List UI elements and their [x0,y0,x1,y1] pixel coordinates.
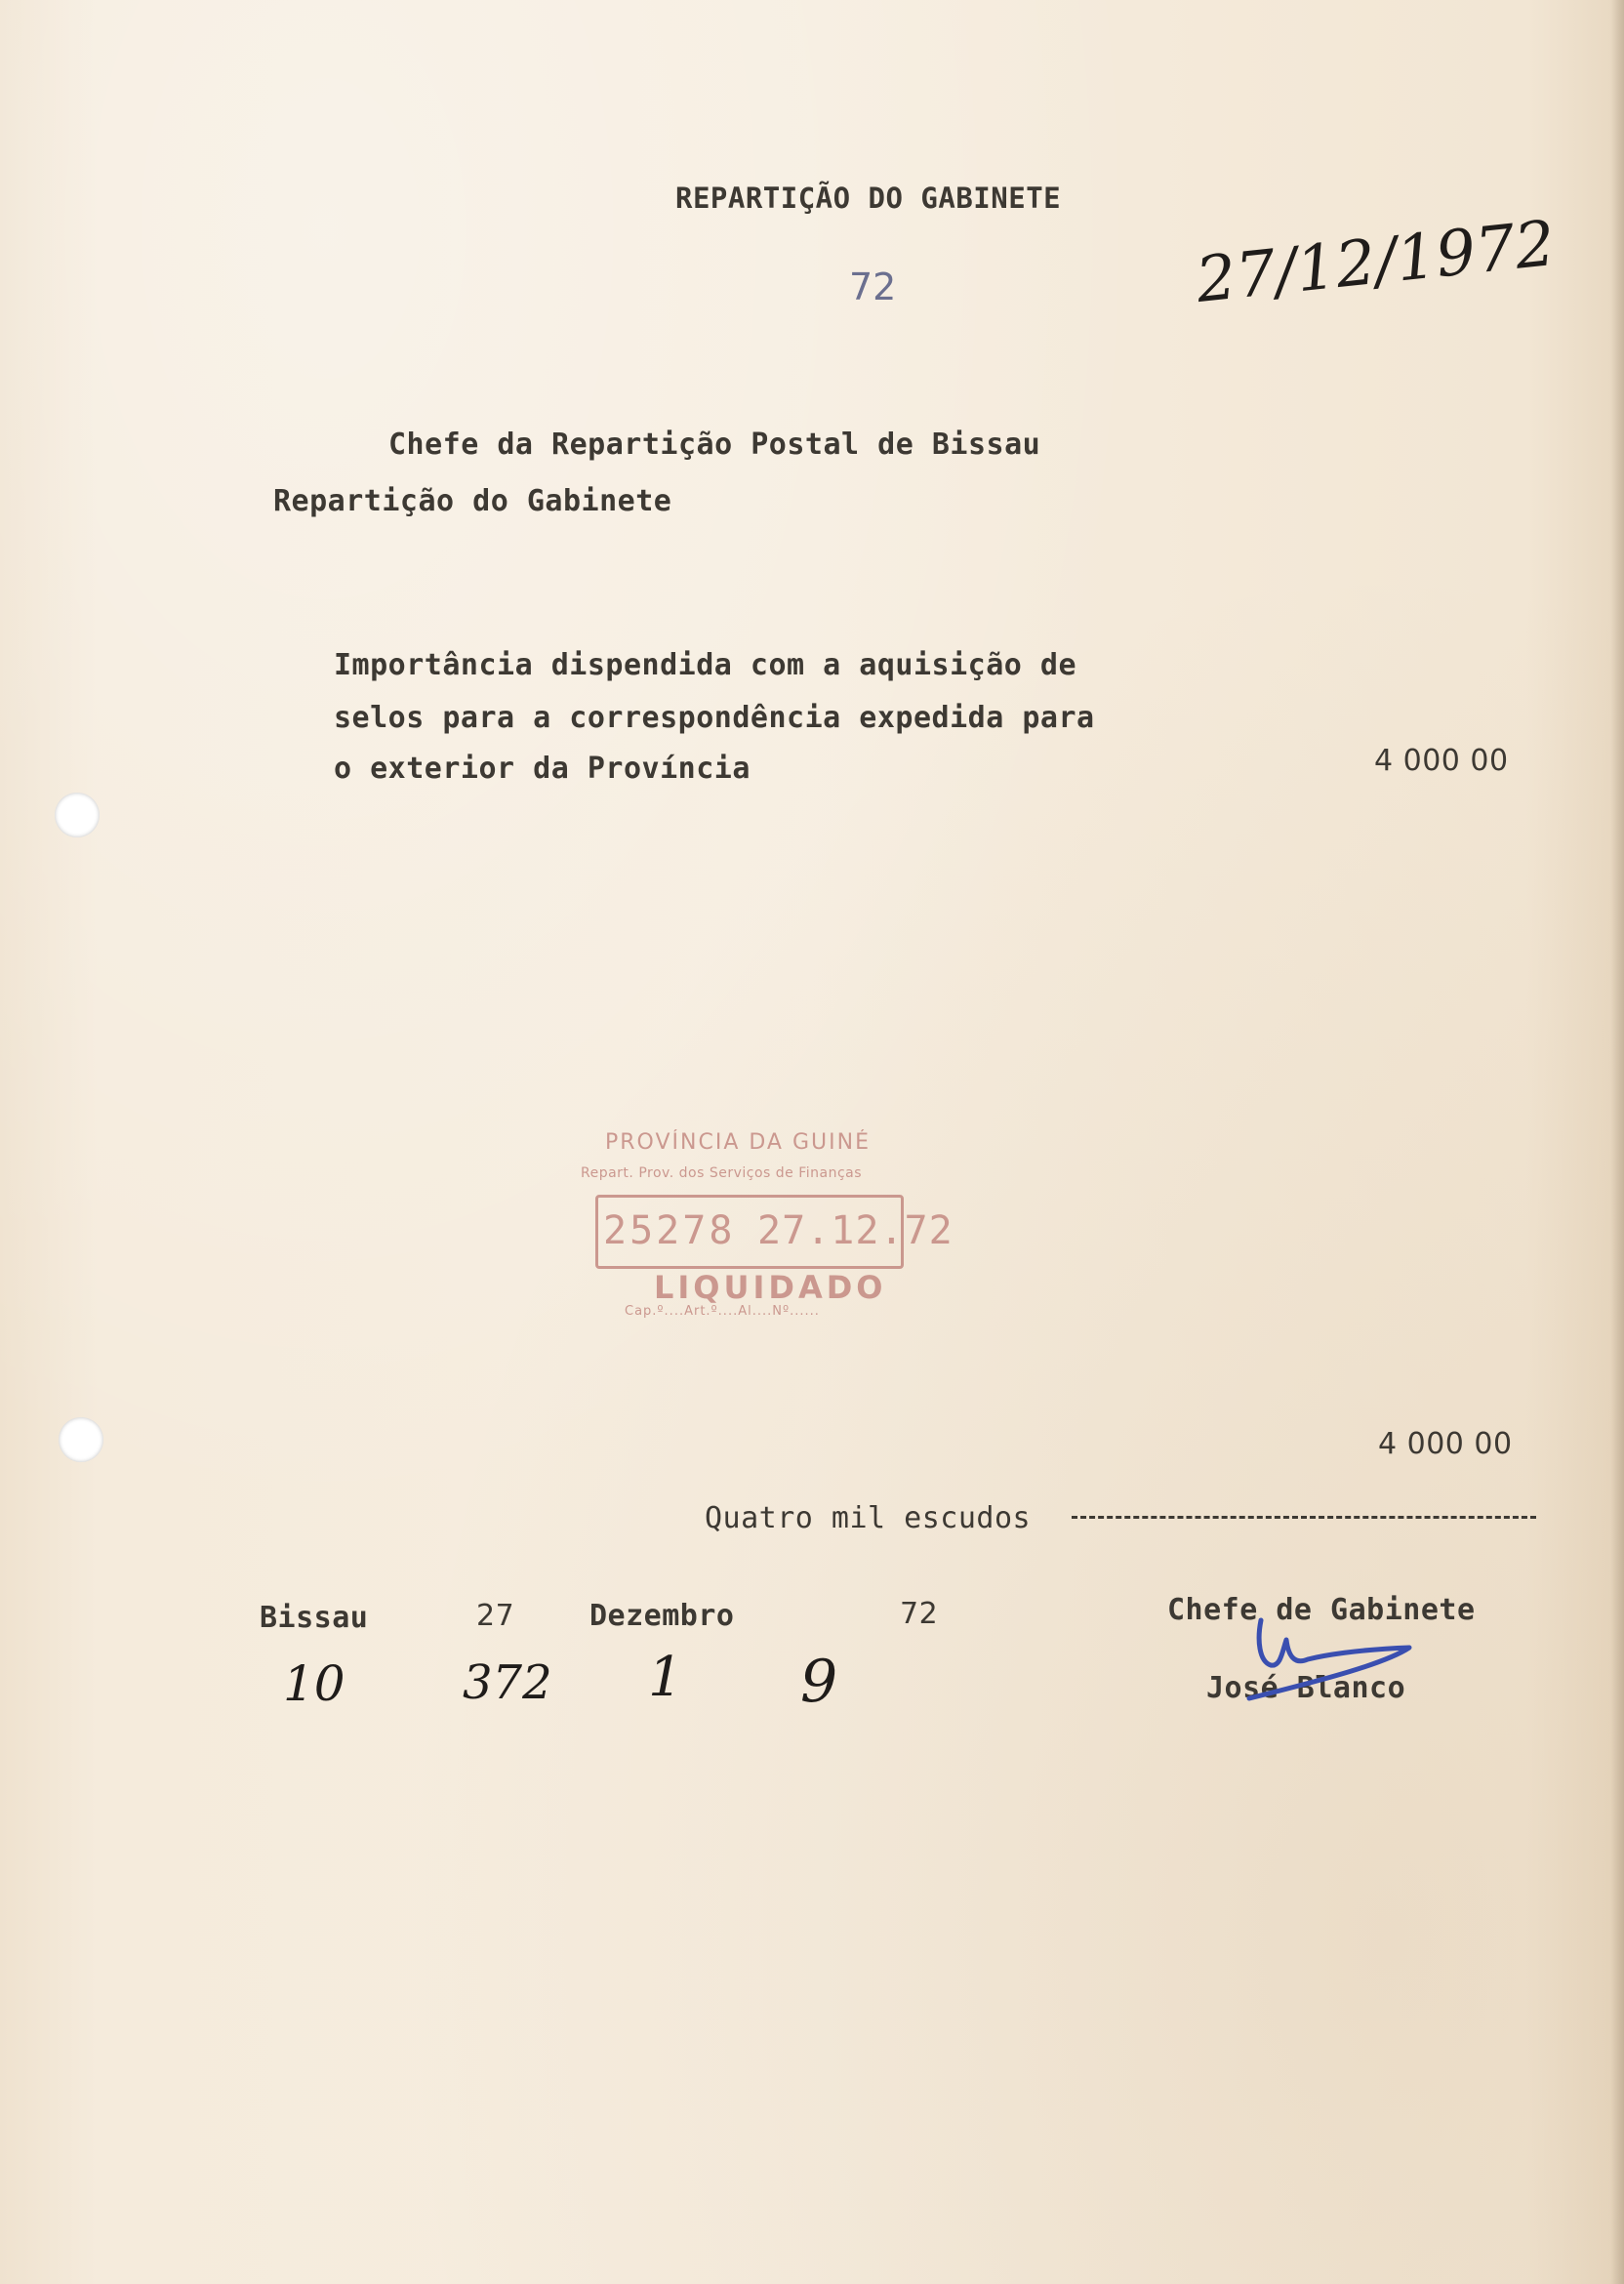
signer-name: José Blanco [1206,1671,1406,1705]
addressee-line-1: Chefe da Repartição Postal de Bissau [388,428,1041,462]
stamp-office: Repart. Prov. dos Serviços de Finanças [581,1165,863,1181]
total-in-words: Quatro mil escudos [705,1501,1032,1535]
footer-day: 27 [476,1599,515,1633]
footer-year: 72 [900,1597,939,1631]
handwritten-number: 72 [849,265,897,308]
punch-hole-bottom [59,1417,103,1462]
dashed-fill-line [1072,1516,1536,1519]
handwritten-ref-2: 372 [463,1655,552,1710]
footer-month: Dezembro [589,1599,735,1633]
punch-hole-top [55,793,100,837]
stamp-number: 25278 [603,1208,736,1253]
handwritten-ref-4: 9 [800,1648,838,1716]
footer-place: Bissau [260,1601,369,1635]
handwritten-ref-3: 1 [648,1646,683,1709]
description-line-1: Importância dispendida com a aquisição de [334,648,1077,682]
stamp-status: LIQUIDADO [654,1269,887,1306]
description-line-3: o exterior da Província [334,752,751,786]
stamp-province: PROVÍNCIA DA GUINÉ [605,1130,871,1155]
addressee-line-2: Repartição do Gabinete [273,484,672,518]
department-heading: REPARTIÇÃO DO GABINETE [675,182,1062,215]
page-edge-shadow [1610,0,1624,2284]
stamp-date: 27.12.72 [757,1208,954,1253]
liquidado-stamp [576,1122,954,1327]
signature-scribble-icon [1210,1601,1425,1708]
total-amount: 4 000 00 [1378,1427,1513,1461]
handwritten-date: 27/12/1972 [1193,207,1559,318]
handwritten-ref-1: 10 [283,1655,345,1712]
signer-title: Chefe de Gabinete [1167,1593,1476,1627]
item-amount: 4 000 00 [1374,744,1509,778]
description-line-2: selos para a correspondência expedida para [334,701,1095,735]
stamp-footer: Cap.º....Art.º....Al....Nº...... [625,1304,820,1319]
